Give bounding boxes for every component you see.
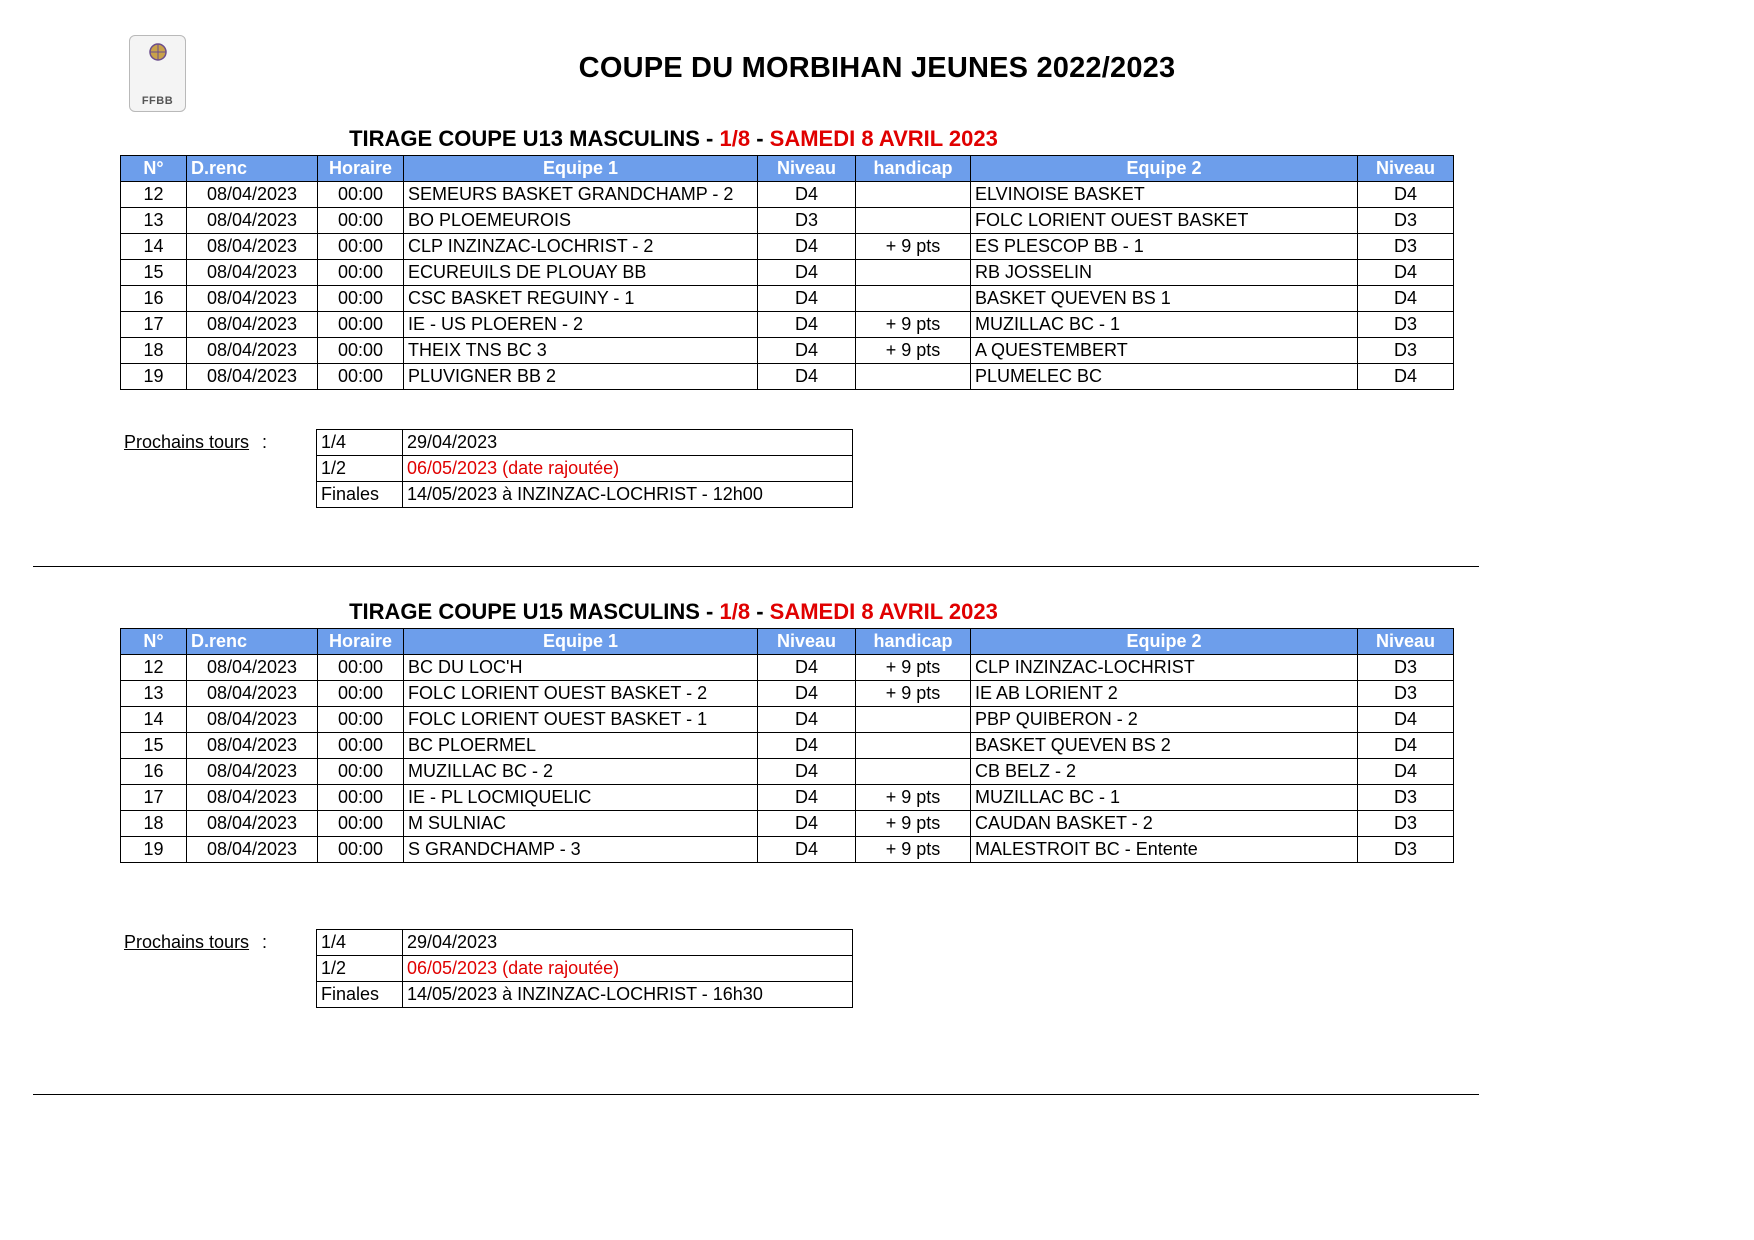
- match-time: 00:00: [318, 338, 404, 364]
- team1-level: D4: [758, 785, 856, 811]
- match-date: 08/04/2023: [187, 681, 318, 707]
- round-name: Finales: [317, 982, 403, 1008]
- team2-name: CB BELZ - 2: [971, 759, 1358, 785]
- team1-name: THEIX TNS BC 3: [404, 338, 758, 364]
- team1-name: IE - PL LOCMIQUELIC: [404, 785, 758, 811]
- team2-level: D3: [1358, 338, 1454, 364]
- team1-name: M SULNIAC: [404, 811, 758, 837]
- handicap: [856, 182, 971, 208]
- table-row: [121, 338, 1454, 364]
- team1-name: ECUREUILS DE PLOUAY BB: [404, 260, 758, 286]
- match-time: 00:00: [318, 681, 404, 707]
- match-date: 08/04/2023: [187, 234, 318, 260]
- section-title-u13: [0, 126, 1347, 152]
- list-item: [317, 430, 853, 456]
- section-title-text: TIRAGE COUPE U13 MASCULINS -: [349, 126, 720, 151]
- team1-level: D4: [758, 286, 856, 312]
- team2-name: RB JOSSELIN: [971, 260, 1358, 286]
- team1-name: CSC BASKET REGUINY - 1: [404, 286, 758, 312]
- next-rounds-colon: :: [262, 932, 268, 952]
- team1-level: D3: [758, 208, 856, 234]
- team2-name: FOLC LORIENT OUEST BASKET: [971, 208, 1358, 234]
- section-divider: [33, 566, 1479, 567]
- match-date: 08/04/2023: [187, 837, 318, 863]
- match-date: 08/04/2023: [187, 364, 318, 390]
- round-name: 1/2: [317, 456, 403, 482]
- team2-name: ELVINOISE BASKET: [971, 182, 1358, 208]
- round-date: 14/05/2023 à INZINZAC-LOCHRIST - 16h30: [403, 982, 853, 1008]
- col-header-level1: Niveau: [758, 629, 856, 655]
- table-row: [121, 837, 1454, 863]
- next-rounds-label: Prochains tours: [124, 432, 250, 452]
- table-row: [121, 234, 1454, 260]
- match-time: 00:00: [318, 811, 404, 837]
- team2-name: MUZILLAC BC - 1: [971, 312, 1358, 338]
- team1-level: D4: [758, 759, 856, 785]
- section-title-text: TIRAGE COUPE U15 MASCULINS -: [349, 599, 720, 624]
- table-row: [121, 707, 1454, 733]
- match-date: 08/04/2023: [187, 811, 318, 837]
- col-header-level1: Niveau: [758, 156, 856, 182]
- handicap: + 9 pts: [856, 811, 971, 837]
- round-name: 1/4: [317, 930, 403, 956]
- page-title: COUPE DU MORBIHAN JEUNES 2022/2023: [578, 52, 1176, 84]
- team2-name: MALESTROIT BC - Entente: [971, 837, 1358, 863]
- team1-name: BC DU LOC'H: [404, 655, 758, 681]
- round-name: 1/2: [317, 956, 403, 982]
- match-date: 08/04/2023: [187, 286, 318, 312]
- table-row: [121, 364, 1454, 390]
- team1-level: D4: [758, 733, 856, 759]
- team1-name: SEMEURS BASKET GRANDCHAMP - 2: [404, 182, 758, 208]
- section-title-sep: -: [750, 599, 770, 624]
- team2-level: D3: [1358, 208, 1454, 234]
- team2-name: BASKET QUEVEN BS 2: [971, 733, 1358, 759]
- match-date: 08/04/2023: [187, 260, 318, 286]
- next-rounds-table-u13: [316, 429, 853, 508]
- handicap: + 9 pts: [856, 312, 971, 338]
- team1-name: BO PLOEMEUROIS: [404, 208, 758, 234]
- match-number: 19: [121, 364, 187, 390]
- handicap: [856, 286, 971, 312]
- match-time: 00:00: [318, 707, 404, 733]
- next-rounds-colon: :: [262, 432, 268, 452]
- handicap: [856, 364, 971, 390]
- section-title-sep: -: [750, 126, 770, 151]
- match-date: 08/04/2023: [187, 182, 318, 208]
- table-row: [121, 182, 1454, 208]
- section-title-u15: [0, 599, 1347, 625]
- col-header-level2: Niveau: [1358, 156, 1454, 182]
- team2-level: D3: [1358, 811, 1454, 837]
- team2-level: D4: [1358, 759, 1454, 785]
- team2-name: ES PLESCOP BB - 1: [971, 234, 1358, 260]
- handicap: + 9 pts: [856, 338, 971, 364]
- round-date: 29/04/2023: [403, 430, 853, 456]
- team2-level: D4: [1358, 707, 1454, 733]
- match-time: 00:00: [318, 655, 404, 681]
- match-time: 00:00: [318, 260, 404, 286]
- match-date: 08/04/2023: [187, 733, 318, 759]
- table-row: [121, 312, 1454, 338]
- match-number: 13: [121, 208, 187, 234]
- match-number: 16: [121, 759, 187, 785]
- next-rounds-table-u15: [316, 929, 853, 1008]
- table-header-row: [121, 629, 1454, 655]
- table-row: [121, 733, 1454, 759]
- team2-level: D4: [1358, 260, 1454, 286]
- team2-name: IE AB LORIENT 2: [971, 681, 1358, 707]
- handicap: [856, 208, 971, 234]
- match-time: 00:00: [318, 182, 404, 208]
- team1-name: CLP INZINZAC-LOCHRIST - 2: [404, 234, 758, 260]
- team2-name: PLUMELEC BC: [971, 364, 1358, 390]
- team2-level: D4: [1358, 733, 1454, 759]
- match-number: 18: [121, 811, 187, 837]
- team2-name: PBP QUIBERON - 2: [971, 707, 1358, 733]
- team2-level: D4: [1358, 364, 1454, 390]
- match-date: 08/04/2023: [187, 208, 318, 234]
- match-date: 08/04/2023: [187, 312, 318, 338]
- handicap: [856, 759, 971, 785]
- table-header-row: [121, 156, 1454, 182]
- team1-name: MUZILLAC BC - 2: [404, 759, 758, 785]
- team2-level: D3: [1358, 234, 1454, 260]
- section-divider: [33, 1094, 1479, 1095]
- section-date: SAMEDI 8 AVRIL 2023: [769, 599, 998, 624]
- match-number: 14: [121, 234, 187, 260]
- col-header-time: Horaire: [318, 629, 404, 655]
- handicap: + 9 pts: [856, 655, 971, 681]
- col-header-handicap: handicap: [856, 629, 971, 655]
- team2-level: D3: [1358, 837, 1454, 863]
- team1-level: D4: [758, 655, 856, 681]
- team1-name: S GRANDCHAMP - 3: [404, 837, 758, 863]
- table-row: [121, 208, 1454, 234]
- handicap: + 9 pts: [856, 681, 971, 707]
- table-row: [121, 811, 1454, 837]
- team1-name: PLUVIGNER BB 2: [404, 364, 758, 390]
- team2-level: D4: [1358, 286, 1454, 312]
- match-number: 17: [121, 312, 187, 338]
- handicap: [856, 707, 971, 733]
- team1-level: D4: [758, 312, 856, 338]
- team1-name: FOLC LORIENT OUEST BASKET - 2: [404, 681, 758, 707]
- round-date: 06/05/2023 (date rajoutée): [403, 456, 853, 482]
- handicap: [856, 260, 971, 286]
- team1-name: FOLC LORIENT OUEST BASKET - 1: [404, 707, 758, 733]
- section-date: SAMEDI 8 AVRIL 2023: [769, 126, 998, 151]
- col-header-date: D.renc: [187, 629, 318, 655]
- col-header-date: D.renc: [187, 156, 318, 182]
- team1-level: D4: [758, 364, 856, 390]
- team1-level: D4: [758, 182, 856, 208]
- team1-name: IE - US PLOEREN - 2: [404, 312, 758, 338]
- col-header-team1: Equipe 1: [404, 156, 758, 182]
- team2-name: BASKET QUEVEN BS 1: [971, 286, 1358, 312]
- match-time: 00:00: [318, 364, 404, 390]
- draw-table-u13: [120, 155, 1454, 390]
- list-item: [317, 456, 853, 482]
- handicap: [856, 733, 971, 759]
- team2-name: CAUDAN BASKET - 2: [971, 811, 1358, 837]
- col-header-team2: Equipe 2: [971, 156, 1358, 182]
- match-date: 08/04/2023: [187, 655, 318, 681]
- col-header-number: N°: [121, 156, 187, 182]
- logo-text: FFBB: [141, 95, 174, 107]
- handicap: + 9 pts: [856, 785, 971, 811]
- table-row: [121, 260, 1454, 286]
- team1-level: D4: [758, 234, 856, 260]
- round-name: 1/4: [317, 430, 403, 456]
- match-time: 00:00: [318, 286, 404, 312]
- match-time: 00:00: [318, 837, 404, 863]
- list-item: [317, 930, 853, 956]
- match-number: 17: [121, 785, 187, 811]
- next-rounds-label: Prochains tours: [124, 932, 250, 952]
- list-item: [317, 982, 853, 1008]
- match-number: 14: [121, 707, 187, 733]
- match-number: 15: [121, 260, 187, 286]
- match-number: 12: [121, 182, 187, 208]
- table-row: [121, 286, 1454, 312]
- team2-level: D4: [1358, 182, 1454, 208]
- col-header-time: Horaire: [318, 156, 404, 182]
- col-header-team2: Equipe 2: [971, 629, 1358, 655]
- team1-level: D4: [758, 681, 856, 707]
- match-date: 08/04/2023: [187, 338, 318, 364]
- team2-name: CLP INZINZAC-LOCHRIST: [971, 655, 1358, 681]
- draw-table-u15: [120, 628, 1454, 863]
- team1-level: D4: [758, 837, 856, 863]
- table-row: [121, 785, 1454, 811]
- match-time: 00:00: [318, 759, 404, 785]
- match-time: 00:00: [318, 208, 404, 234]
- match-date: 08/04/2023: [187, 707, 318, 733]
- match-number: 16: [121, 286, 187, 312]
- match-date: 08/04/2023: [187, 759, 318, 785]
- team2-level: D3: [1358, 655, 1454, 681]
- team2-level: D3: [1358, 312, 1454, 338]
- round-date: 14/05/2023 à INZINZAC-LOCHRIST - 12h00: [403, 482, 853, 508]
- match-time: 00:00: [318, 785, 404, 811]
- table-row: [121, 655, 1454, 681]
- section-round: 1/8: [719, 126, 751, 151]
- match-time: 00:00: [318, 312, 404, 338]
- round-date: 29/04/2023: [403, 930, 853, 956]
- col-header-level2: Niveau: [1358, 629, 1454, 655]
- round-name: Finales: [317, 482, 403, 508]
- team2-level: D3: [1358, 785, 1454, 811]
- team1-level: D4: [758, 811, 856, 837]
- match-number: 18: [121, 338, 187, 364]
- team1-level: D4: [758, 707, 856, 733]
- match-number: 15: [121, 733, 187, 759]
- round-date: 06/05/2023 (date rajoutée): [403, 956, 853, 982]
- section-round: 1/8: [719, 599, 751, 624]
- team2-name: A QUESTEMBERT: [971, 338, 1358, 364]
- match-date: 08/04/2023: [187, 785, 318, 811]
- match-time: 00:00: [318, 733, 404, 759]
- handicap: + 9 pts: [856, 837, 971, 863]
- match-time: 00:00: [318, 234, 404, 260]
- col-header-number: N°: [121, 629, 187, 655]
- col-header-team1: Equipe 1: [404, 629, 758, 655]
- team2-level: D3: [1358, 681, 1454, 707]
- list-item: [317, 956, 853, 982]
- team2-name: MUZILLAC BC - 1: [971, 785, 1358, 811]
- match-number: 19: [121, 837, 187, 863]
- team1-level: D4: [758, 338, 856, 364]
- team1-name: BC PLOERMEL: [404, 733, 758, 759]
- team1-level: D4: [758, 260, 856, 286]
- match-number: 13: [121, 681, 187, 707]
- match-number: 12: [121, 655, 187, 681]
- col-header-handicap: handicap: [856, 156, 971, 182]
- list-item: [317, 482, 853, 508]
- table-row: [121, 681, 1454, 707]
- table-row: [121, 759, 1454, 785]
- handicap: + 9 pts: [856, 234, 971, 260]
